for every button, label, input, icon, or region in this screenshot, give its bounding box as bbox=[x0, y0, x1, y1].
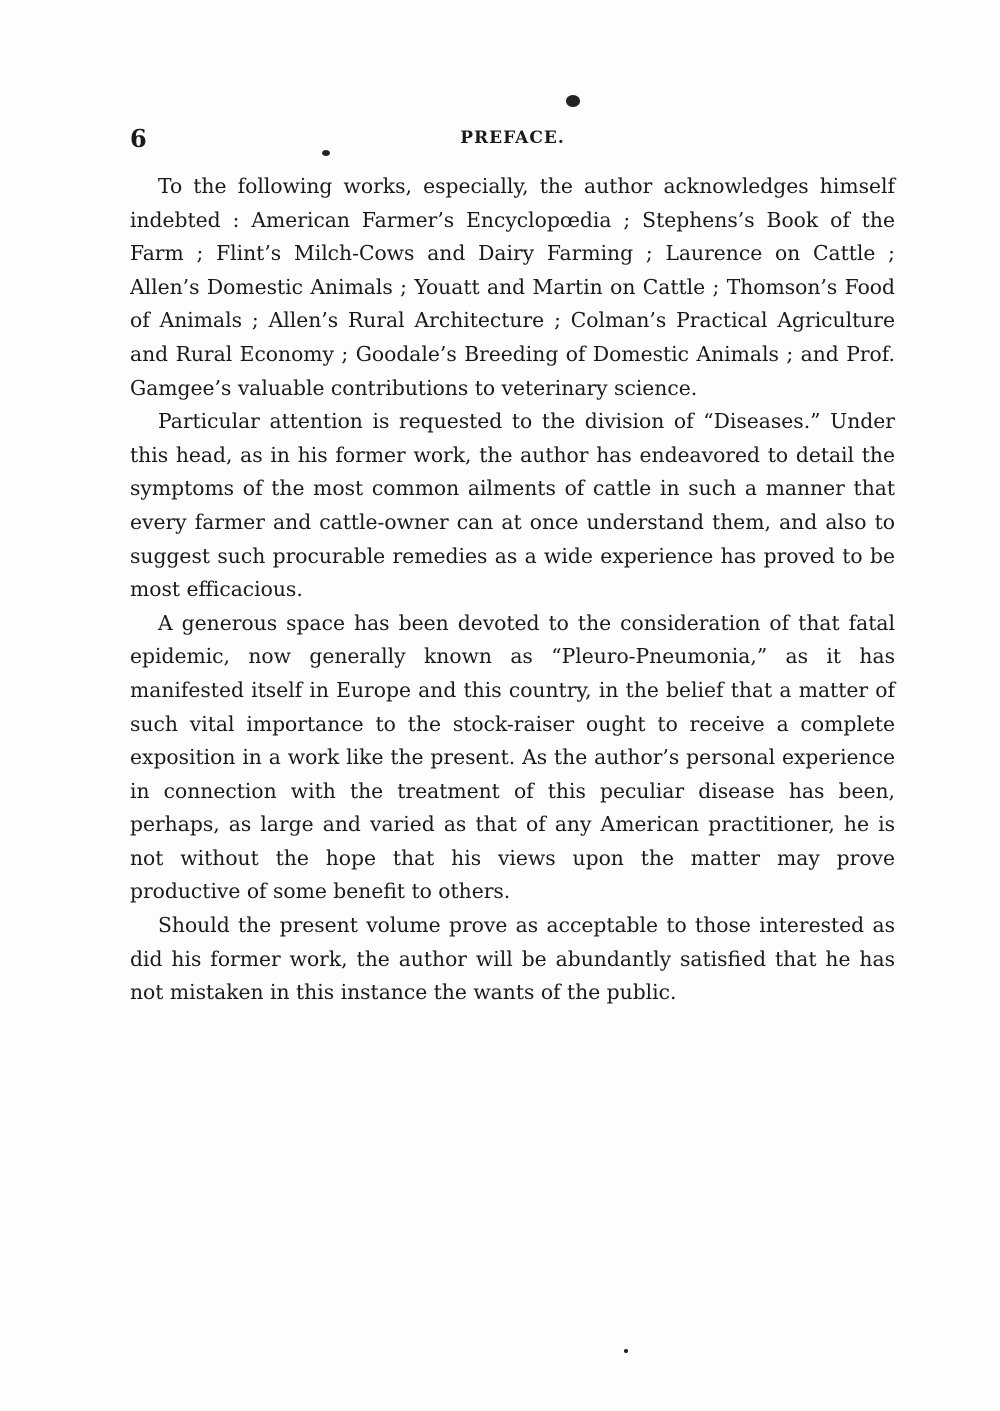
running-head: PREFACE. bbox=[460, 128, 565, 148]
ink-speck bbox=[566, 95, 580, 107]
page-header bbox=[130, 120, 895, 160]
page-number: 6 bbox=[130, 124, 147, 153]
paragraph-pleuro-pneumonia: A generous space has been devoted to the consideration of that fatal epidemic, now generally known as “Pleuro-Pneumonia,” as it has manifested itself in Europe and this country, in the belief that a matter of such vital importance to the stock-raiser ought to receive a complete exposition in a work like the present. As the author’s personal experience in connection with the treatment of this peculiar disease has been, perhaps, as large and varied as that of any American practitioner, he is not without the hope that his views upon the matter may prove productive of some benefit to others. bbox=[130, 610, 895, 904]
paragraph-closing: Should the present volume prove as acceptable to those interested as did his former work, the author will be abundantly satisfied that he has not mistaken in this instance the wants of the public. bbox=[130, 913, 895, 1005]
preface-body bbox=[130, 170, 895, 1010]
paragraph-acknowledgements: To the following works, especially, the author acknowledges himself indebted : American Farmer’s Encyclopœdia ; Stephens’s Book of the Farm ; Flint’s Milch-Cows and Dairy Farming ; Laurence on Cattle ; Allen’s Domestic Animals ; Youatt and Martin on Cattle ; Thomson’s Food of Animals ; Allen’s Rural Architecture ; Colman’s Practical Agriculture and Rural Economy ; Goodale’s Breeding of Domestic Animals ; and Prof. Gamgee’s valuable contributions to veterinary science. bbox=[130, 174, 895, 400]
paragraph-diseases: Particular attention is requested to the division of “Diseases.” Under this head, as in his former work, the author has endeavored to detail the symptoms of the most common ailments of cattle in such a manner that every farmer and cattle-owner can at once understand them, and also to suggest such procurable remedies as a wide experience has proved to be most efficacious. bbox=[130, 409, 895, 602]
ink-speck bbox=[624, 1349, 628, 1353]
